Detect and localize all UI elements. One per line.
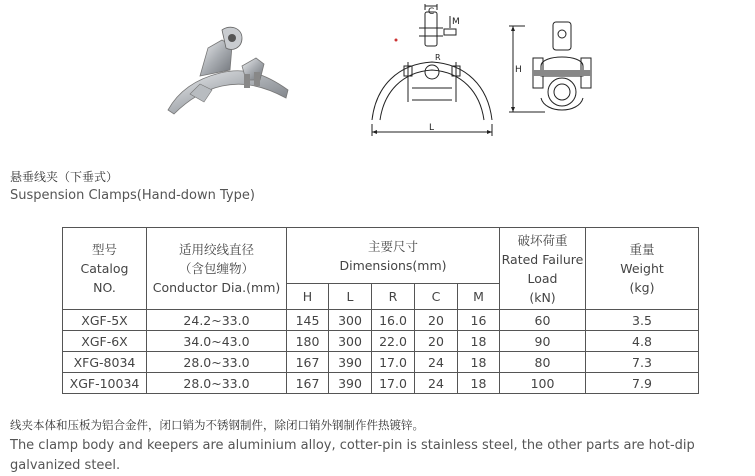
header-load-unit: (kN) <box>529 289 556 305</box>
header-load <box>500 228 586 310</box>
cell-c: 20 <box>415 310 458 331</box>
footnote-chinese: 线夹本体和压板为铝合金件，闭口销为不锈钢制件，除闭口销外钢制作件热镀锌。 <box>10 418 424 432</box>
cell-r: 22.0 <box>372 331 415 352</box>
header-dim-l: L <box>329 284 372 310</box>
header-load-en2: Load <box>527 270 558 286</box>
cell-model: XGF-6X <box>63 331 147 352</box>
cell-l: 300 <box>329 331 372 352</box>
header-model <box>63 228 147 310</box>
label-m: M <box>452 17 460 27</box>
cell-h: 145 <box>287 310 329 331</box>
header-weight-unit: (kg) <box>629 280 655 295</box>
cell-load: 80 <box>500 352 586 373</box>
header-weight-en: Weight <box>620 261 664 276</box>
cell-model: XFG-8034 <box>63 352 147 373</box>
table-row <box>63 352 699 373</box>
cell-m: 18 <box>458 373 500 394</box>
cell-c: 20 <box>415 331 458 352</box>
cell-dia: 28.0~33.0 <box>147 352 287 373</box>
header-dia <box>147 228 287 310</box>
header-dim-c: C <box>415 284 458 310</box>
header-model-en1: Catalog <box>80 261 129 276</box>
header-model-en2: NO. <box>93 280 116 295</box>
front-view-drawing <box>362 2 507 140</box>
cell-m: 18 <box>458 352 500 373</box>
product-figures <box>0 0 755 150</box>
cell-m: 18 <box>458 331 500 352</box>
header-weight <box>586 228 699 310</box>
header-weight-cn: 重量 <box>629 242 655 257</box>
clamp-photo <box>160 18 295 118</box>
cell-load: 60 <box>500 310 586 331</box>
header-model-cn: 型号 <box>91 242 117 257</box>
label-h: H <box>515 65 522 75</box>
cell-weight: 7.9 <box>586 373 699 394</box>
cell-model: XGF-10034 <box>63 373 147 394</box>
cell-model: XGF-5X <box>63 310 147 331</box>
cell-weight: 3.5 <box>586 310 699 331</box>
table-row <box>63 373 699 394</box>
header-load-cn: 破坏荷重 <box>517 232 568 248</box>
header-dia-en: Conductor Dia.(mm) <box>152 280 281 295</box>
cell-dia: 24.2~33.0 <box>147 310 287 331</box>
header-dimensions <box>287 228 500 284</box>
header-dia-cn2: （含包缠物） <box>178 261 254 276</box>
cell-weight: 7.3 <box>586 352 699 373</box>
title-english: Suspension Clamps(Hand-down Type) <box>10 188 255 203</box>
spec-table <box>62 227 699 394</box>
cell-c: 24 <box>415 373 458 394</box>
header-dim-m: M <box>458 284 500 310</box>
cell-h: 167 <box>287 373 329 394</box>
header-dim-r: R <box>372 284 415 310</box>
header-dim-h: H <box>287 284 329 310</box>
table-row <box>63 310 699 331</box>
label-r: R <box>435 53 441 62</box>
header-dim-cn: 主要尺寸 <box>367 238 418 254</box>
cell-load: 90 <box>500 331 586 352</box>
table-row <box>63 331 699 352</box>
cell-h: 167 <box>287 352 329 373</box>
title-chinese: 悬垂线夹（下垂式） <box>10 170 119 184</box>
cell-dia: 34.0~43.0 <box>147 331 287 352</box>
header-dim-en: Dimensions(mm) <box>339 257 447 273</box>
cell-c: 24 <box>415 352 458 373</box>
header-dia-cn1: 适用绞线直径 <box>178 242 254 257</box>
cell-h: 180 <box>287 331 329 352</box>
header-load-en1: Rated Failure <box>501 251 584 267</box>
label-l: L <box>429 123 435 133</box>
cell-l: 390 <box>329 352 372 373</box>
cell-weight: 4.8 <box>586 331 699 352</box>
cell-l: 390 <box>329 373 372 394</box>
cell-m: 16 <box>458 310 500 331</box>
side-view-drawing <box>505 14 605 136</box>
cell-r: 16.0 <box>372 310 415 331</box>
cell-load: 100 <box>500 373 586 394</box>
cell-r: 17.0 <box>372 352 415 373</box>
footnote-english: The clamp body and keepers are aluminium alloy, cotter-pin is stainless steel, the other parts are hot-dip galvanized steel. <box>10 438 695 473</box>
cell-l: 300 <box>329 310 372 331</box>
label-c: C <box>428 7 435 17</box>
cell-r: 17.0 <box>372 373 415 394</box>
cell-dia: 28.0~33.0 <box>147 373 287 394</box>
